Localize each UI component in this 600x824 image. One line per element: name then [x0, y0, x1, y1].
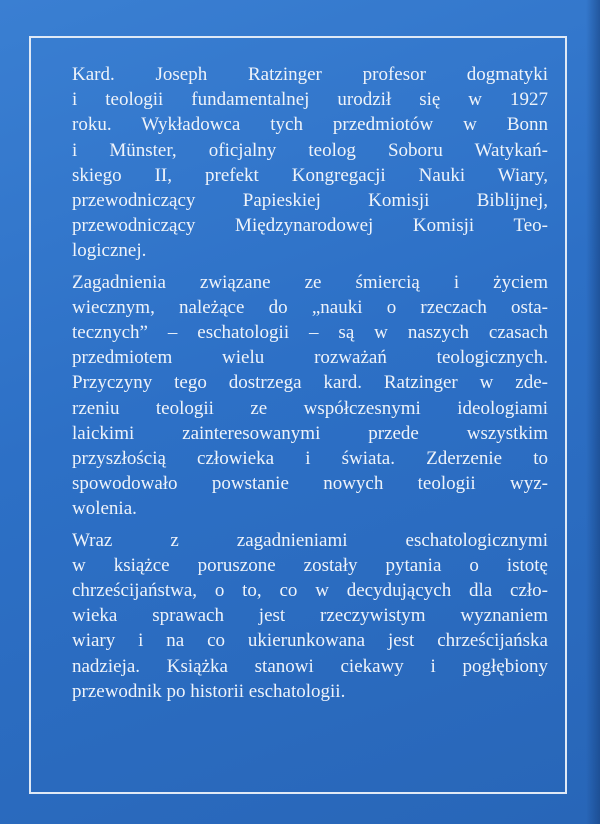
text-line: chrześcijaństwa, o to, co w decydujących dla czło- — [72, 580, 548, 602]
text-line: i teologii fundamentalnej urodził się w 1927 — [72, 89, 548, 111]
text-line: przewodniczący Międzynarodowej Komisji Teo- — [72, 215, 548, 237]
paragraph-book-summary — [60, 528, 548, 704]
text-line: laickimi zainteresowanymi przede wszystkim — [72, 422, 548, 444]
blurb-text — [60, 62, 548, 710]
page-edge-shadow — [586, 0, 600, 824]
text-line: Kard. Joseph Ratzinger profesor dogmatyki — [72, 64, 548, 85]
text-line: nadzieja. Książka stanowi ciekawy i pogłębiony — [72, 655, 548, 677]
paragraph-eschatology — [60, 270, 548, 522]
text-line: roku. Wykładowca tych przedmiotów w Bonn — [72, 114, 548, 136]
text-line: w książce poruszone zostały pytania o istotę — [72, 554, 548, 576]
text-line: przyszłością człowieka i świata. Zderzenie to — [72, 448, 548, 470]
text-line: Wraz z zagadnieniami eschatologicznymi — [72, 529, 548, 551]
text-line: wiecznym, należące do „nauki o rzeczach osta- — [72, 296, 548, 318]
text-line: wiary i na co ukierunkowana jest chrześcijańska — [72, 630, 548, 652]
text-line: przewodnik po historii eschatologii. — [72, 680, 346, 702]
text-line: tecznych” – eschatologii – są w naszych czasach — [72, 322, 548, 344]
text-line: Zagadnienia związane ze śmiercią i życiem — [72, 271, 548, 293]
text-line: Przyczyny tego dostrzega kard. Ratzinger w zde- — [72, 372, 548, 394]
paragraph-author-bio — [60, 62, 548, 264]
text-line: przedmiotem wielu rozważań teologicznych. — [72, 347, 548, 369]
text-line: przewodniczący Papieskiej Komisji Biblijnej, — [72, 190, 548, 212]
text-line: wieka sprawach jest rzeczywistym wyznaniem — [72, 605, 548, 627]
text-line: skiego II, prefekt Kongregacji Nauki Wiary, — [72, 164, 548, 186]
text-line: rzeniu teologii ze współczesnymi ideologiami — [72, 397, 548, 419]
text-line: spowodowało powstanie nowych teologii wyz- — [72, 473, 548, 495]
text-line: i Münster, oficjalny teolog Soboru Watykań- — [72, 139, 548, 161]
text-line: wolenia. — [72, 498, 137, 520]
text-line: logicznej. — [72, 240, 147, 262]
